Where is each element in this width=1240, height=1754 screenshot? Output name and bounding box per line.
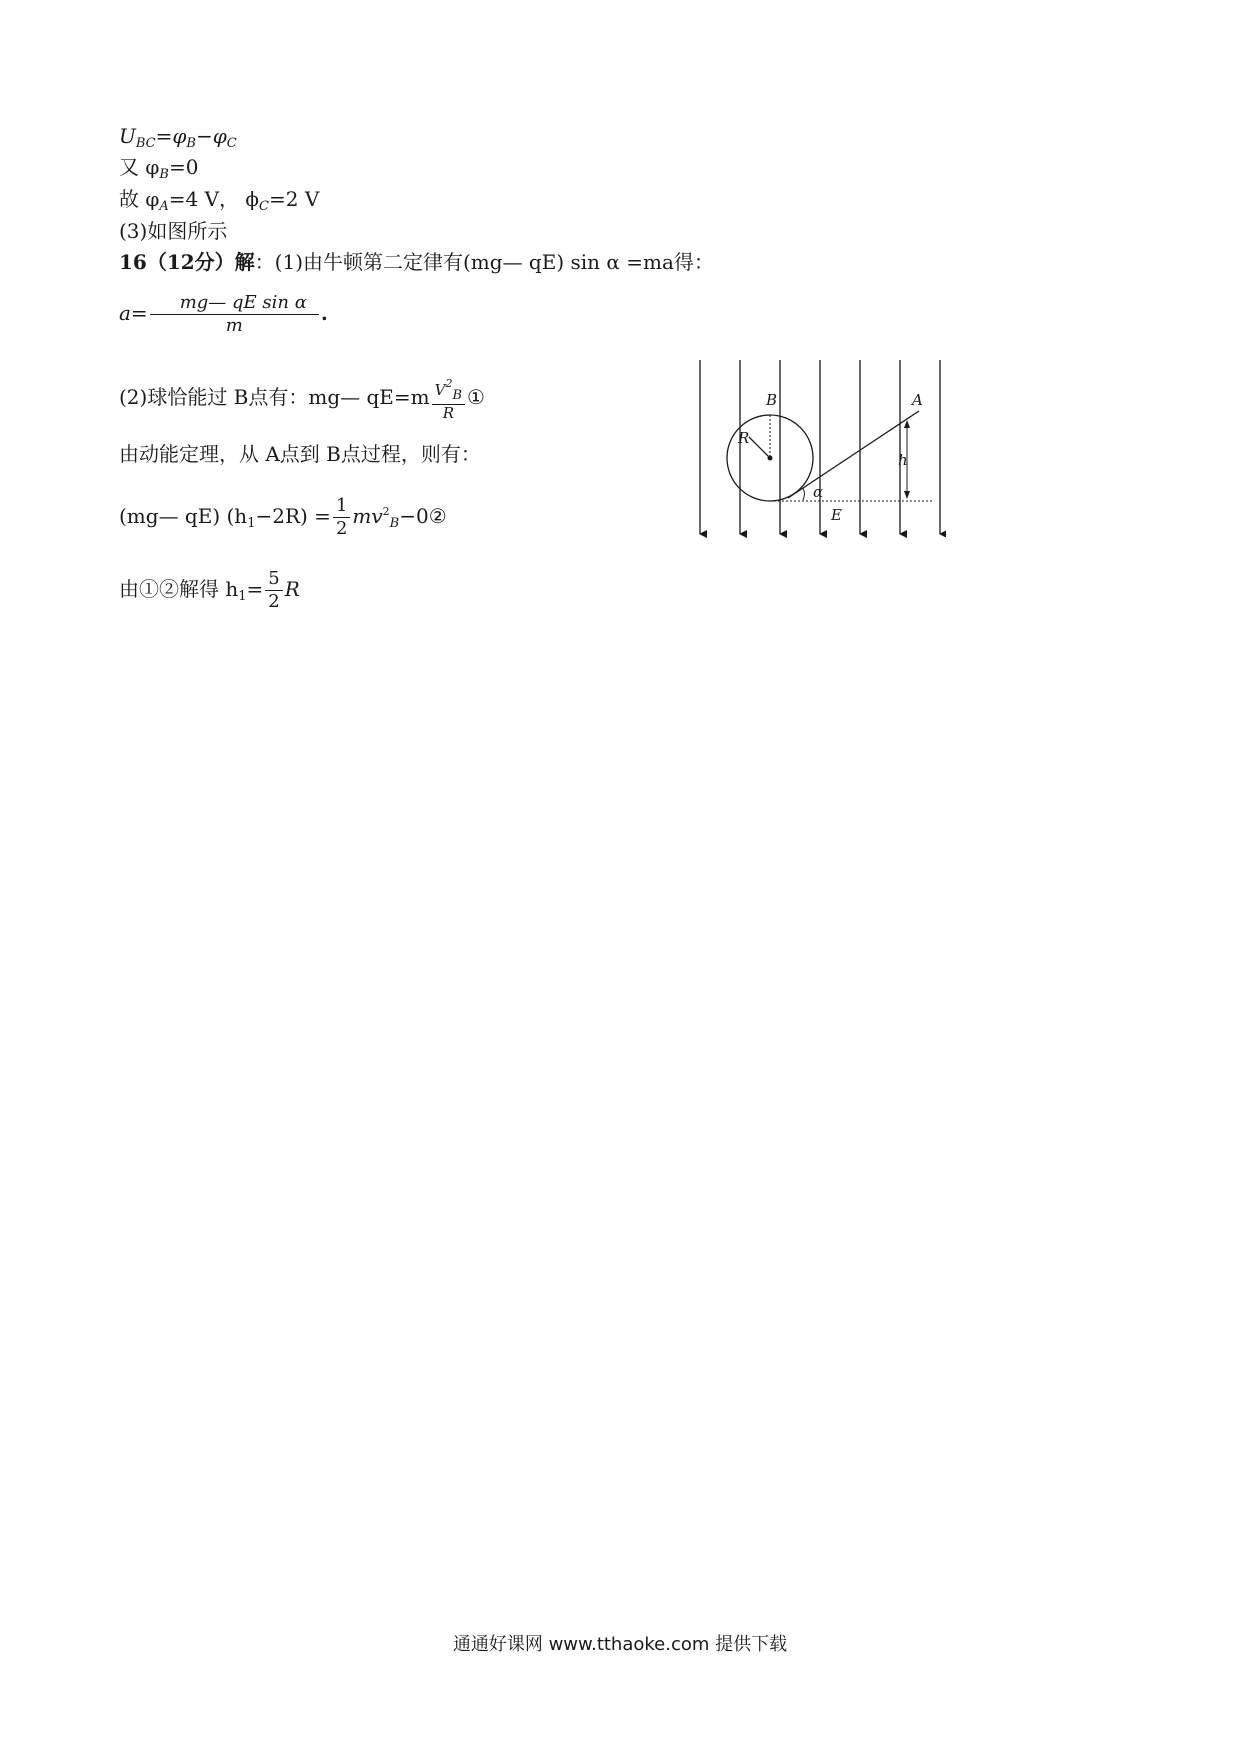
eq-text: . [320,301,328,325]
eq-text: R [284,577,300,601]
label-a: A [912,391,923,409]
subscript: C [226,136,237,151]
fraction-denominator: R [442,404,454,422]
subscript: B [452,388,463,403]
eq-text: (1)由牛顿第二定律有(mg— qE) sin α =ma得： [274,250,714,274]
equation-solution [119,568,300,613]
subscript: B [186,136,196,151]
fraction-denominator: 2 [268,591,280,612]
problem-label: 16（12分）解 [119,250,255,274]
equation-result [119,186,319,220]
eq-text: (2)球恰能过 B点有：mg— qE=m [119,385,430,409]
equation-ubc [119,123,237,157]
electric-field-lines [700,360,940,534]
fraction [150,292,319,337]
text-figure-ref [119,218,227,244]
label-e: E [831,506,842,524]
subscript: B [159,167,169,182]
physics-figure [690,358,946,540]
eq-text: 故 φ [119,187,160,211]
eq-text: ： [254,250,275,274]
equation-point-b [119,375,485,422]
eq-text: 又 φ [119,155,160,179]
fraction [265,568,282,613]
label-r: R [738,429,750,447]
fraction-numerator: mg— qE sin α [150,292,319,315]
eq-text: (mg— qE) (h [119,504,248,528]
height-arrow-head-down [904,491,910,499]
fraction-denominator: m [225,315,243,336]
problem-16-heading [119,249,714,275]
subscript: C [259,199,269,214]
eq-text: =φ [155,124,187,148]
height-arrow-head-up [904,420,910,428]
eq-text: 由①②解得 h [119,577,239,601]
eq-text: ① [467,385,485,409]
subscript: 1 [247,516,256,531]
superscript: 2 [382,505,390,518]
label-b: B [766,391,778,409]
equation-energy [119,495,447,540]
equation-phib [119,154,198,188]
subscript: BC [135,136,156,151]
equation-acceleration [119,292,328,337]
eq-text: 由动能定理，从 A点到 B点过程，则有： [119,442,481,466]
angle-arc [803,488,805,500]
fraction-numerator: 1 [333,495,350,518]
eq-text: −0② [399,504,447,528]
footer-watermark [0,1630,1240,1656]
fraction [432,375,465,422]
subscript: A [159,199,169,214]
fraction-denominator: 2 [335,518,348,539]
eq-text: −2R) = [255,504,331,528]
fraction-numerator [432,375,465,405]
label-alpha: α [813,483,824,501]
eq-text: a= [119,301,148,325]
eq-text: mv [352,504,383,528]
eq-text: (3)如图所示 [119,219,228,243]
footer-text: 通通好课网 www.tthaoke.com 提供下载 [452,1634,788,1655]
subscript: B [389,516,400,531]
text-energy-theorem [119,441,481,467]
eq-text: =2 V [269,187,320,211]
eq-text: =4 V， ϕ [168,187,260,211]
subscript: 1 [238,589,247,604]
eq-text: = [246,577,264,601]
fraction [333,495,350,540]
symbol-v: V [434,381,446,399]
eq-text: =0 [168,155,199,179]
symbol-u: U [119,124,136,148]
superscript: 2 [445,377,453,390]
label-h: h [898,451,908,469]
eq-text: −φ [195,124,227,148]
fraction-numerator: 5 [265,568,282,591]
radius-line [749,437,770,458]
